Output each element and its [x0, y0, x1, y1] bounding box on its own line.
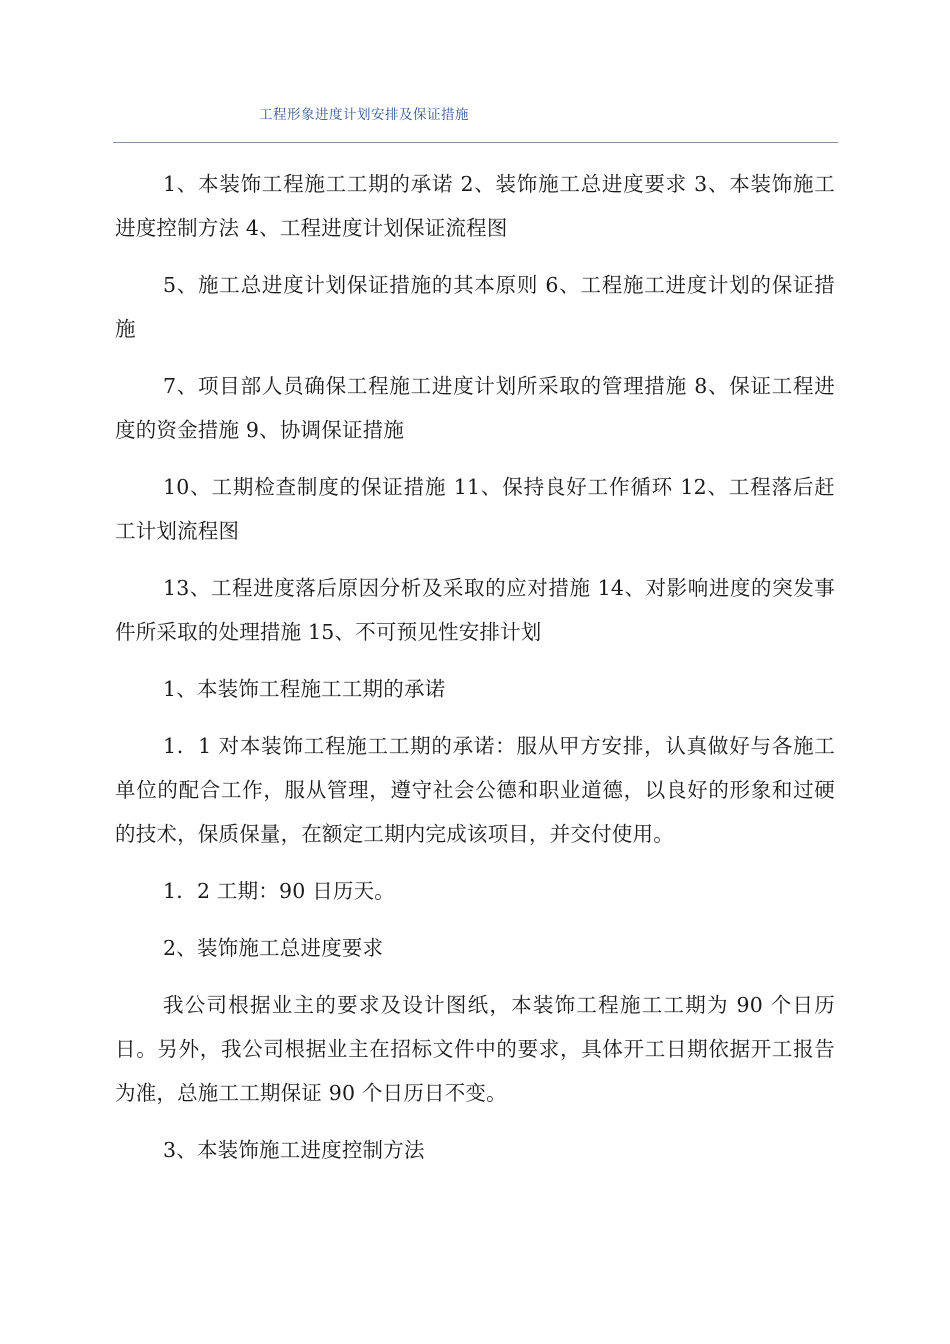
- section-heading-1: 1、本装饰工程施工工期的承诺: [163, 677, 446, 701]
- document-body: [115, 162, 835, 1185]
- paragraph-duration: 1．2 工期：90 日历天。: [163, 879, 396, 903]
- paragraph-commitment: 1．1 对本装饰工程施工工期的承诺：服从甲方安排，认真做好与各施工单位的配合工作，服从管理，遵守社会公德和职业道德，以良好的形象和过硬的技术，保质保量，在额定工期内完成该项目，并交付使用。: [115, 734, 835, 846]
- section-heading-3: 3、本装饰施工进度控制方法: [163, 1138, 425, 1162]
- paragraph-toc-5: 13、工程进度落后原因分析及采取的应对措施 14、对影响进度的突发事件所采取的处理措施 15、不可预见性安排计划: [115, 576, 835, 644]
- paragraph-toc-4: 10、工期检查制度的保证措施 11、保持良好工作循环 12、工程落后赶工计划流程图: [115, 475, 835, 543]
- paragraph-toc-2: 5、施工总进度计划保证措施的其本原则 6、工程施工进度计划的保证措施: [115, 273, 835, 341]
- paragraph-toc-1: 1、本装饰工程施工工期的承诺 2、装饰施工总进度要求 3、本装饰施工进度控制方法 4、工程进度计划保证流程图: [115, 172, 835, 240]
- page-header: [113, 0, 838, 143]
- paragraph-schedule-requirement: 我公司根据业主的要求及设计图纸，本装饰工程施工工期为 90 个日历日。另外，我公司根据业主在招标文件中的要求，具体开工日期依据开工报告为准，总施工工期保证 90 个日历日不变。: [115, 993, 835, 1105]
- page-header-title: 工程形象进度计划安排及保证措施: [259, 107, 469, 123]
- paragraph-toc-3: 7、项目部人员确保工程施工进度计划所采取的管理措施 8、保证工程进度的资金措施 9、协调保证措施: [115, 374, 835, 442]
- section-heading-2: 2、装饰施工总进度要求: [163, 936, 384, 960]
